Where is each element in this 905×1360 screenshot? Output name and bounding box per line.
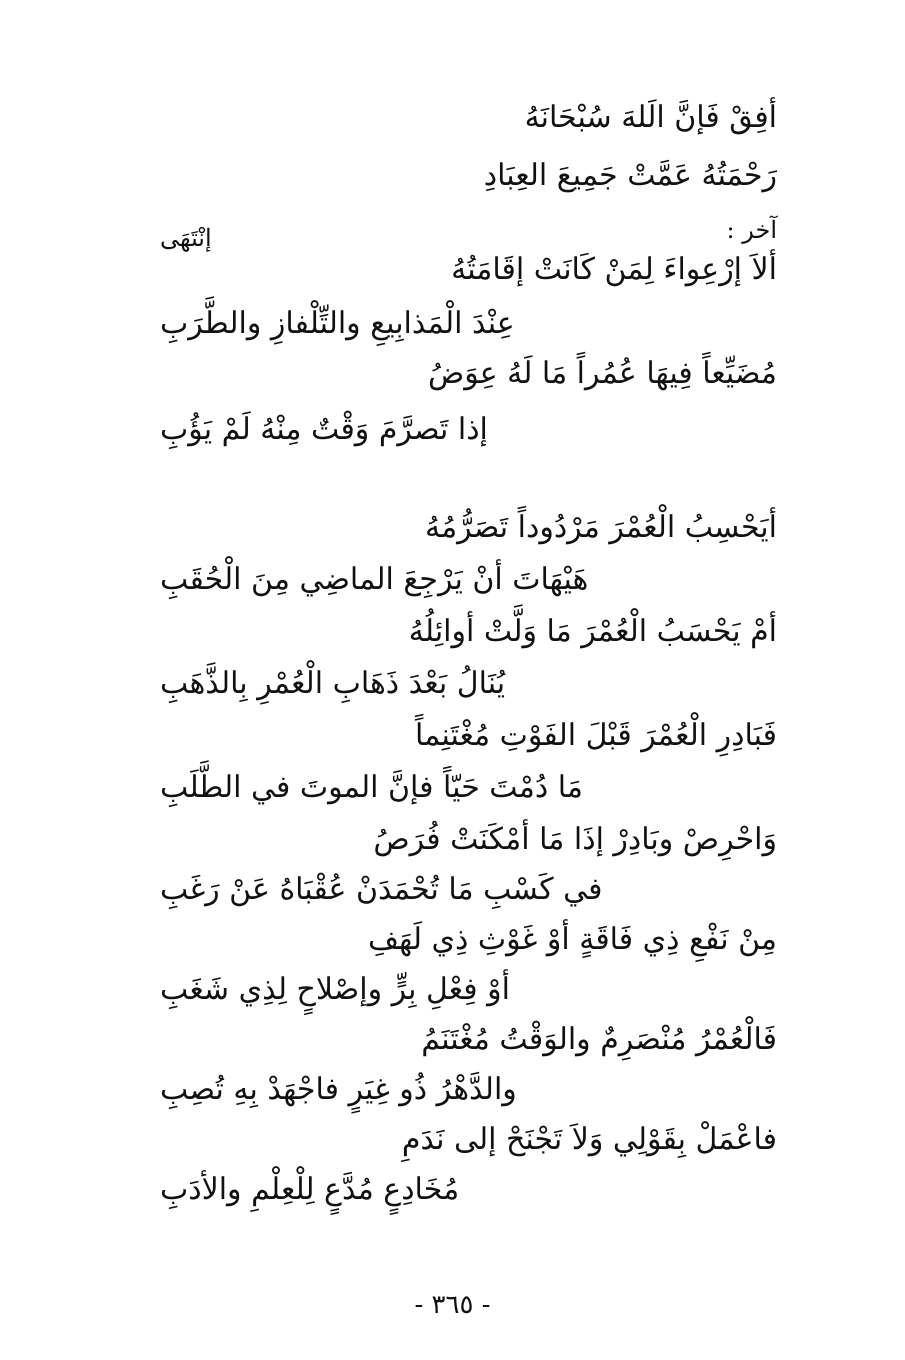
verse-line: أوْ فِعْلِ بِرٍّ وإصْلاحٍ لِذِي شَغَبِ — [160, 972, 510, 1007]
verse-line: عِنْدَ الْمَذابِيعِ والتِّلْفازِ والطَّرَبِ — [160, 306, 515, 341]
verse-line: هَيْهَاتَ أنْ يَرْجِعَ الماضِي مِنَ الْحُقَبِ — [160, 562, 589, 597]
verse-line: رَحْمَتُهُ عَمَّتْ جَمِيعَ العِبَادِ — [483, 158, 777, 193]
verse-line: مَا دُمْتَ حَيّاً فإنَّ الموتَ في الطَّلَبِ — [160, 770, 583, 805]
verse-line: أيَحْسِبُ الْعُمْرَ مَرْدُوداً تَصَرُّمُهُ — [425, 510, 777, 545]
verse-line: فَالْعُمْرُ مُنْصَرِمٌ والوَقْتُ مُغْتَنَمُ — [421, 1022, 777, 1057]
verse-line: ألاَ إرْعِواءَ لِمَنْ كَانَتْ إقَامَتُهُ — [451, 252, 777, 287]
page-number: - ٣٦٥ - — [414, 1290, 491, 1320]
verse-line: والدَّهْرُ ذُو غِيَرٍ فاجْهَدْ بِهِ تُصِبِ — [160, 1072, 517, 1107]
verse-line: أمْ يَحْسَبُ الْعُمْرَ مَا وَلَّتْ أوائِلُهُ — [408, 614, 777, 649]
verse-line: فَبَادِرِ الْعُمْرَ قَبْلَ الفَوْتِ مُغْتَنِماً — [414, 718, 777, 753]
verse-line: مِنْ نَفْعِ ذِي فَاقَةٍ أوْ غَوْثِ ذِي لَهَفِ — [367, 922, 777, 957]
verse-line: في كَسْبِ مَا تُحْمَدَنْ عُقْبَاهُ عَنْ رَغَبِ — [160, 872, 603, 907]
verse-line: أفِقْ فَإنَّ الَلهَ سُبْحَانَهُ — [524, 100, 777, 135]
verse-line: وَاحْرِصْ وبَادِرْ إذَا مَا أمْكَنَتْ فُرَصُ — [373, 822, 777, 857]
verse-line: فاعْمَلْ بِقَوْلِي وَلاَ تَجْنَحْ إلى نَدَمِ — [401, 1122, 777, 1157]
verse-line: مُخَادِعٍ مُدَّعٍ لِلْعِلْمِ والأدَبِ — [160, 1172, 460, 1207]
section-label-other: آخر : — [726, 216, 777, 244]
section-label-end: إنْتَهَى — [160, 224, 212, 252]
verse-line: مُضَيِّعاً فِيهَا عُمُراً مَا لَهُ عِوَضُ — [427, 356, 777, 391]
verse-line: يُنَالُ بَعْدَ ذَهَابِ الْعُمْرِ بِالذَّهَبِ — [160, 666, 506, 701]
verse-line: إذا تَصرَّمَ وَقْتٌ مِنْهُ لَمْ يَؤُبِ — [160, 412, 488, 447]
